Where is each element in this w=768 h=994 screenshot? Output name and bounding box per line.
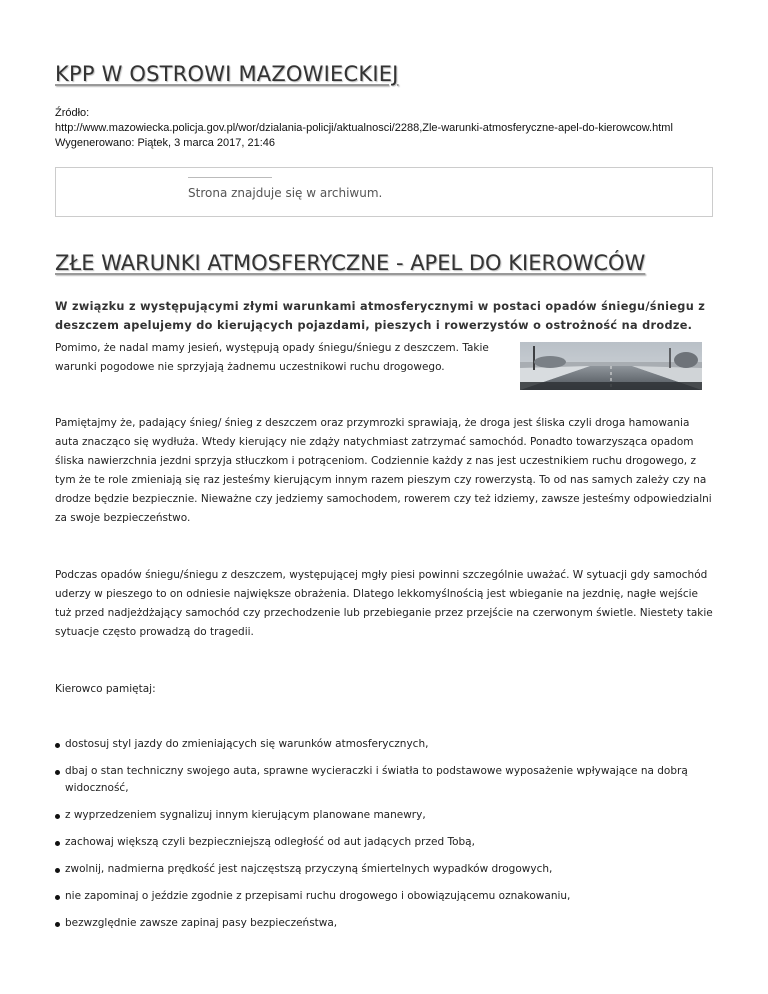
archive-notice: Strona znajduje się w archiwum. <box>188 186 383 200</box>
source-label: Źródło: <box>55 107 90 119</box>
source-url: http://www.mazowiecka.policja.gov.pl/wor/dzialania-policji/aktualnosci/2288,Zle-warunki-atmosferyczne-apel-do-kierowcow.html <box>55 122 673 134</box>
list-item: dostosuj styl jazdy do zmieniających się warunków atmosferycznych, <box>55 736 695 753</box>
tips-list <box>55 736 713 932</box>
archive-notice-box <box>55 167 713 217</box>
archive-divider <box>188 177 272 178</box>
list-item: nie zapominaj o jeździe zgodnie z przepisami ruchu drogowego i obowiązującemu oznakowaniu, <box>55 888 695 905</box>
source-meta <box>55 106 713 151</box>
paragraph-3: Kierowco pamiętaj: <box>55 683 156 695</box>
article-intro <box>55 339 713 389</box>
list-item: bezwzględnie zawsze zapinaj pasy bezpieczeństwa, <box>55 915 695 932</box>
winter-road-photo <box>520 342 702 390</box>
intro-text: Pomimo, że nadal mamy jesień, występują opady śniegu/śniegu z deszczem. Takie warunki pogodowe nie sprzyjają żadnemu uczestnikowi ruchu drogowego. <box>55 342 489 373</box>
list-item: dbaj o stan techniczny swojego auta, sprawne wycieraczki i światła to podstawowe wyposażenie wpływające na dobrą widoczność, <box>55 763 695 797</box>
paragraph-2: Podczas opadów śniegu/śniegu z deszczem, występującej mgły piesi powinni szczególnie uważać. W sytuacji gdy samochód uderzy w pieszego to on odniesie największe obrażenia. Dlatego lekkomyślnością jest wbieganie na jezdnię, nagłe wejście tuż przed nadjeżdżający samochód czy przechodzenie lub przebieganie przez przejście na czerwonym świetle. Niestety takie sytuacje często prowadzą do tragedii. <box>55 569 713 638</box>
list-item: zachowaj większą czyli bezpieczniejszą odległość od aut jadących przed Tobą, <box>55 834 695 851</box>
article-title: ZŁE WARUNKI ATMOSFERYCZNE - APEL DO KIEROWCÓW <box>55 251 646 275</box>
site-title: KPP W OSTROWI MAZOWIECKIEJ <box>55 62 399 86</box>
generated-date: Wygenerowano: Piątek, 3 marca 2017, 21:46 <box>55 137 276 149</box>
article-lead: W związku z występującymi złymi warunkami atmosferycznymi w postaci opadów śniegu/śniegu z deszczem apelujemy do kierujących pojazdami, pieszych i rowerzystów o ostrożność na drodze. <box>55 300 706 332</box>
list-item: z wyprzedzeniem sygnalizuj innym kierującym planowane manewry, <box>55 807 695 824</box>
paragraph-1: Pamiętajmy że, padający śnieg/ śnieg z deszczem oraz przymrozki sprawiają, że droga jest śliska czyli droga hamowania auta znacząco się wydłuża. Wtedy kierujący nie zdąży natychmiast zatrzymać samochód. Ponadto towarzysząca opadom śliska nawierzchnia jezdni sprzyja stłuczkom i potrąceniom. Codziennie każdy z nas jest uczestnikiem ruchu drogowego, z tym że te role zmieniają się raz jesteśmy kierującym innym razem pieszym czy rowerzystą. To od nas samych zależy czy na drodze będzie bezpiecznie. Nieważne czy jedziemy samochodem, rowerem czy też idziemy, zawsze jesteśmy odpowiedzialni za swoje bezpieczeństwo. <box>55 417 712 524</box>
list-item: zwolnij, nadmierna prędkość jest najczęstszą przyczyną śmiertelnych wypadków drogowych, <box>55 861 695 878</box>
